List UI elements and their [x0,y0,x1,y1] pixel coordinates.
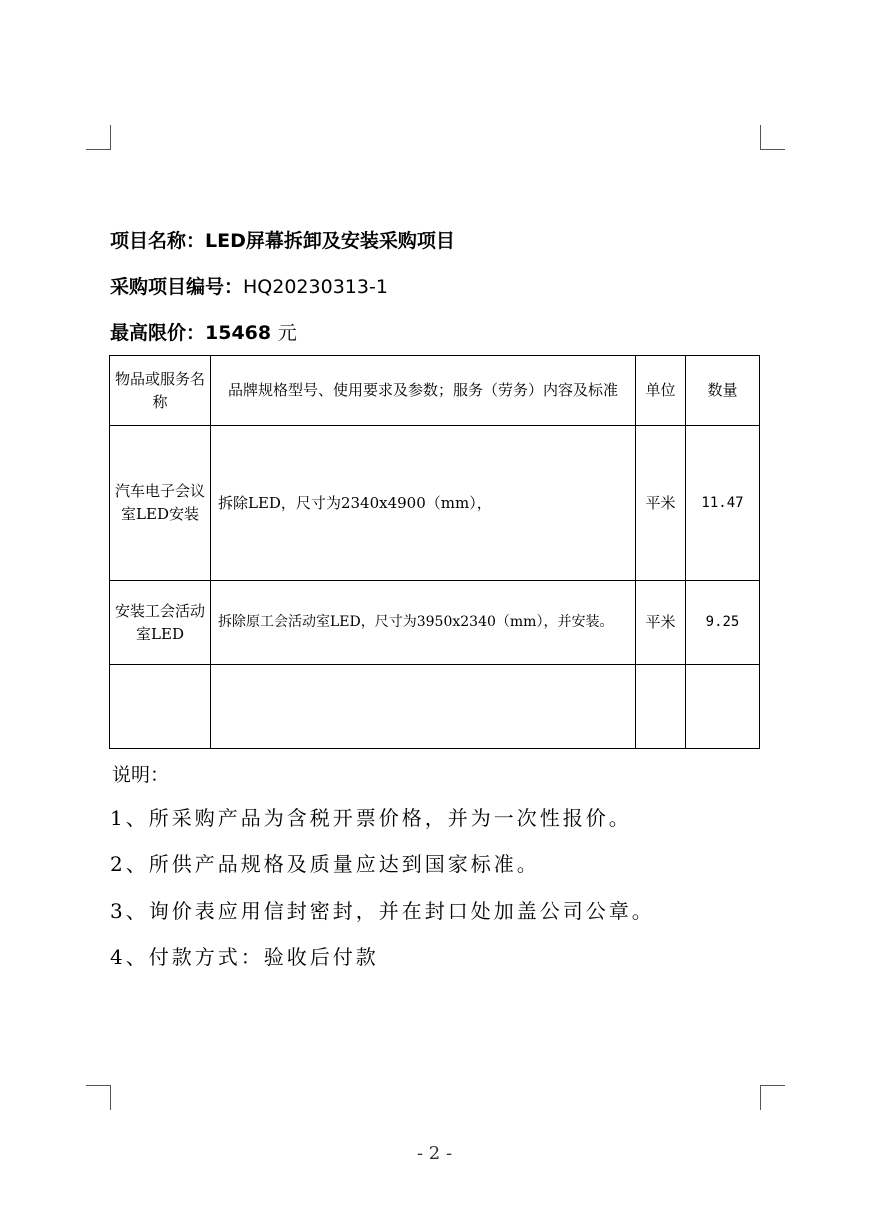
items-table [109,355,760,749]
note-item: 4、付款方式：验收后付款 [110,945,379,969]
crop-mark-top-left [86,125,111,150]
cell-spec [211,665,636,749]
cell-item: 汽车电子会议室LED安装 [110,426,211,581]
cell-qty: 9.25 [686,581,760,665]
cell-unit [636,665,686,749]
max-price-line [110,318,297,345]
note-item: 1、所采购产品为含税开票价格，并为一次性报价。 [110,806,632,830]
header-item: 物品或服务名称 [110,356,211,426]
notes-title: 说明： [112,764,170,786]
max-price-label: 最高限价： [110,322,206,344]
table-row [110,665,760,749]
cell-spec: 拆除原工会活动室LED，尺寸为3950x2340（mm），并安装。 [211,581,636,665]
project-number-label: 采购项目编号： [110,276,244,298]
cell-qty: 11.47 [686,426,760,581]
max-price-unit: 元 [277,322,297,344]
table-row [110,581,760,665]
project-name-label: 项目名称： [110,230,206,252]
note-item: 3、询价表应用信封密封，并在封口处加盖公司公章。 [110,899,655,923]
project-number-line [110,272,388,299]
project-name-value: LED屏幕拆卸及安装采购项目 [205,230,455,252]
crop-mark-bottom-left [86,1085,111,1110]
page-number: - 2 - [416,1143,453,1164]
table-header-row [110,356,760,426]
cell-unit: 平米 [636,426,686,581]
crop-mark-bottom-right [760,1085,785,1110]
cell-spec: 拆除LED，尺寸为2340x4900（mm）， [211,426,636,581]
crop-mark-top-right [760,125,785,150]
cell-item [110,665,211,749]
note-item: 2、所供产品规格及质量应达到国家标准。 [110,852,540,876]
header-spec: 品牌规格型号、使用要求及参数；服务（劳务）内容及标准 [211,356,636,426]
header-unit: 单位 [636,356,686,426]
max-price-value: 15468 [205,322,272,344]
header-qty: 数量 [686,356,760,426]
project-number-value: HQ20230313-1 [243,276,388,298]
table-row [110,426,760,581]
cell-item: 安装工会活动室LED [110,581,211,665]
project-name-line [110,226,455,253]
cell-unit: 平米 [636,581,686,665]
cell-qty [686,665,760,749]
